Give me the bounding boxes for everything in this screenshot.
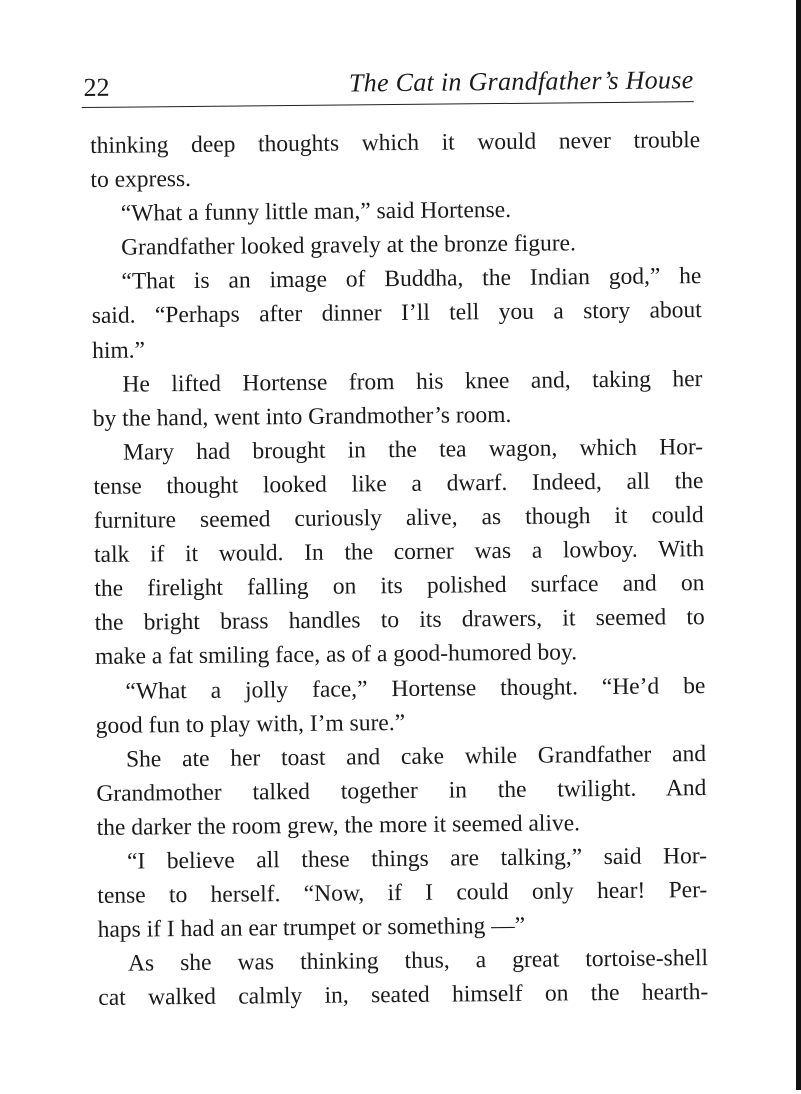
text-line: As she was thinking thus, a great tortoise-shell — [127, 945, 709, 977]
text-line: “What a funny little man,” said Hortense. — [120, 197, 512, 227]
text-line: thinking deep thoughts which it would never trouble — [90, 127, 701, 159]
text-line: him.” — [91, 337, 146, 364]
text-line: “That is an image of Buddha, the Indian god,” he — [121, 263, 702, 296]
text-line: the bright brass handles to its drawers, it seemed to — [94, 604, 705, 637]
text-line: Grandfather looked gravely at the bronze figure. — [121, 230, 577, 261]
text-line: He lifted Hortense from his knee and, taking her — [122, 365, 703, 398]
text-line: “What a jolly face,” Hortense thought. “He’d be — [125, 672, 706, 705]
text-line: talk if it would. In the corner was a lowboy. With — [93, 536, 705, 569]
text-line: make a fat smiling face, as of a good-humored boy. — [94, 639, 578, 671]
scan-edge — [796, 0, 801, 1090]
text-line: said. “Perhaps after dinner I’ll tell you a story about — [91, 297, 702, 330]
text-line: Mary had brought in the tea wagon, which Hor- — [122, 433, 704, 466]
text-line: furniture seemed curiously alive, as though it could — [93, 502, 704, 534]
text-line: cat walked calmly in, seated himself on the hearth- — [98, 979, 709, 1012]
page-header — [81, 63, 693, 103]
text-line: the firelight falling on its polished surface and on — [94, 570, 705, 603]
text-line: tense thought looked like a dwarf. Indeed, all the — [93, 468, 704, 500]
text-line: She ate her toast and cake while Grandfather and — [125, 740, 707, 773]
text-line: “I believe all these things are talking,” said Hor- — [126, 843, 708, 875]
running-title: The Cat in Grandfather’s House — [348, 65, 694, 98]
text-line: to express. — [90, 166, 192, 194]
text-line: haps if I had an ear trumpet or something —” — [97, 912, 526, 944]
text-line: tense to herself. “Now, if I could only hear! Per- — [97, 877, 708, 909]
text-line: by the hand, went into Grandmother’s room. — [92, 401, 512, 432]
text-line: good fun to play with, I’m sure.” — [95, 709, 406, 739]
header-rule — [82, 101, 694, 108]
body-text — [90, 123, 708, 1015]
page-number: 22 — [83, 72, 110, 103]
text-line: the darker the room grew, the more it seemed alive. — [96, 810, 581, 841]
text-line: Grandmother talked together in the twilight. And — [96, 774, 707, 807]
